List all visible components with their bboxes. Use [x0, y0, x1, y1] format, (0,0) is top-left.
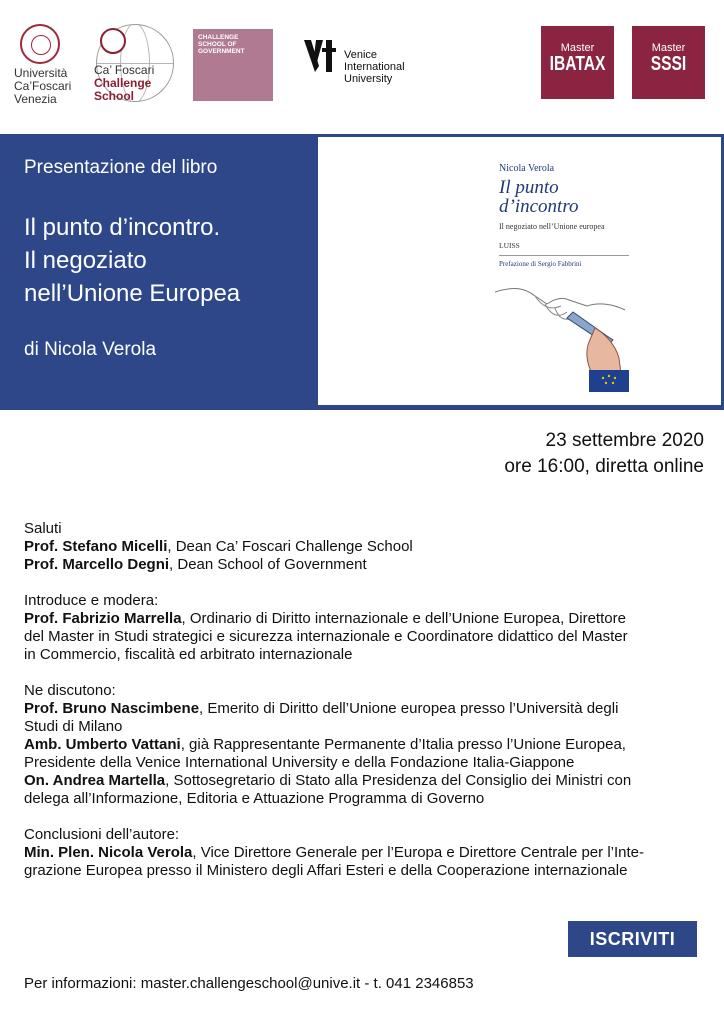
- viu-mark-icon: [302, 36, 342, 76]
- speaker-role-line: grazione Europea presso il Ministero degli Affari Esteri e della Cooperazione internazionale: [24, 862, 628, 879]
- contact-info: Per informazioni: master.challengeschool@unive.it - t. 041 2346853: [24, 975, 474, 992]
- cover-author: Nicola Verola: [499, 163, 555, 174]
- banner-kicker: Presentazione del libro: [24, 157, 218, 178]
- unive-line: Ca’Foscari: [14, 79, 72, 93]
- cover-rule: [499, 255, 629, 256]
- cover-preface: Prefazione di Sergio Fabbrini: [499, 260, 582, 268]
- school-of-government-logo: [193, 29, 273, 101]
- speaker-role: , Ordinario di Diritto internazionale e dell’Unione Europea, Direttore: [181, 610, 626, 627]
- master-sssi-logo: [632, 26, 705, 99]
- speaker-role-line: Studi di Milano: [24, 718, 123, 735]
- event-time: ore 16:00, diretta online: [504, 456, 704, 477]
- speaker-name: On. Andrea Martella: [24, 772, 166, 789]
- badge-big-text: SSSI: [650, 53, 687, 75]
- speaker-name: Prof. Marcello Degni: [24, 556, 170, 573]
- speaker-role: , Vice Direttore Generale per l’Europa e Direttore Centrale per l’Inte-: [192, 844, 644, 861]
- badge-small-text: Master: [560, 42, 595, 54]
- viu-line: International: [344, 61, 405, 73]
- book-title-line: Il negoziato: [24, 247, 147, 274]
- master-ibatax-logo: [541, 26, 614, 99]
- unive-logo: [14, 24, 84, 106]
- introduce-heading: Introduce e modera:: [24, 592, 159, 609]
- speaker-entry: [24, 736, 708, 754]
- cover-publisher: LUISS: [499, 241, 520, 250]
- handshake-illustration-icon: [495, 274, 645, 394]
- event-program: [24, 520, 708, 880]
- sog-line: CHALLENGE: [198, 34, 239, 41]
- register-button[interactable]: ISCRIVITI: [568, 921, 697, 957]
- cover-title: [499, 178, 579, 216]
- book-author: di Nicola Verola: [24, 339, 157, 360]
- book-title: [24, 211, 314, 310]
- book-cover-panel: [318, 137, 721, 405]
- speaker-entry: [24, 538, 708, 556]
- badge-big-text: IBATAX: [549, 53, 606, 75]
- speaker-entry: [24, 556, 708, 574]
- saluti-heading: Saluti: [24, 520, 62, 537]
- viu-logo: [302, 36, 418, 86]
- speaker-role-line: in Commercio, fiscalità ed arbitrato internazionale: [24, 646, 353, 663]
- speaker-role: , Sottosegretario di Stato alla Presidenza del Consiglio dei Ministri con: [165, 772, 632, 789]
- event-banner: [0, 134, 724, 410]
- speaker-role: , Dean Ca’ Foscari Challenge School: [167, 538, 413, 555]
- speaker-role-line: delega all’Informazione, Editoria e Attuazione Programma di Governo: [24, 790, 485, 807]
- speaker-entry: [24, 772, 708, 790]
- book-cover: [495, 156, 655, 394]
- cover-title-line: d’incontro: [499, 196, 579, 217]
- unive-line: Università: [14, 66, 68, 80]
- discutono-heading: Ne discutono:: [24, 682, 116, 699]
- cfcs-line: Ca’ Foscari: [94, 63, 155, 77]
- cover-subtitle: Il negoziato nell’Unione europea: [499, 222, 605, 231]
- speaker-name: Prof. Bruno Nascimbene: [24, 700, 200, 717]
- speaker-entry: [24, 844, 708, 862]
- speaker-name: Amb. Umberto Vattani: [24, 736, 181, 753]
- cover-title-line: Il punto: [499, 177, 559, 198]
- seal-icon: [100, 28, 126, 54]
- unive-line: Venezia: [14, 92, 57, 106]
- logo-bar: [0, 0, 724, 134]
- event-date: 23 settembre 2020: [545, 430, 704, 451]
- conclusioni-heading: Conclusioni dell’autore:: [24, 826, 180, 843]
- book-title-line: nell’Unione Europea: [24, 280, 241, 307]
- unive-seal-icon: [20, 24, 60, 64]
- viu-logo-text: [344, 49, 405, 85]
- speaker-role-line: Presidente della Venice International University e della Fondazione Italia-Giappone: [24, 754, 575, 771]
- sog-line: GOVERNMENT: [198, 48, 245, 55]
- speaker-role-line: del Master in Studi strategici e sicurezza internazionale e Coordinatore didattico del Master: [24, 628, 628, 645]
- speaker-name: Min. Plen. Nicola Verola: [24, 844, 193, 861]
- badge-small-text: Master: [651, 42, 686, 54]
- challenge-school-logo: [94, 24, 178, 110]
- cfcs-line: School: [94, 89, 135, 103]
- speaker-entry: [24, 700, 708, 718]
- speaker-entry: [24, 610, 708, 628]
- viu-line: University: [344, 73, 393, 85]
- speaker-role: , Dean School of Government: [169, 556, 367, 573]
- sog-line: SCHOOL OF: [198, 41, 237, 48]
- unive-logo-text: [14, 67, 84, 106]
- challenge-school-logo-text: [94, 64, 154, 103]
- speaker-name: Prof. Stefano Micelli: [24, 538, 168, 555]
- book-title-line: Il punto d’incontro.: [24, 214, 221, 241]
- speaker-name: Prof. Fabrizio Marrella: [24, 610, 182, 627]
- speaker-role: , Emerito di Diritto dell’Unione europea presso l’Università degli: [199, 700, 619, 717]
- speaker-role: , già Rappresentante Permanente d’Italia presso l’Unione Europea,: [180, 736, 626, 753]
- event-datetime: [504, 428, 704, 480]
- cfcs-line: Challenge: [94, 76, 152, 90]
- viu-line: Venice: [344, 49, 378, 61]
